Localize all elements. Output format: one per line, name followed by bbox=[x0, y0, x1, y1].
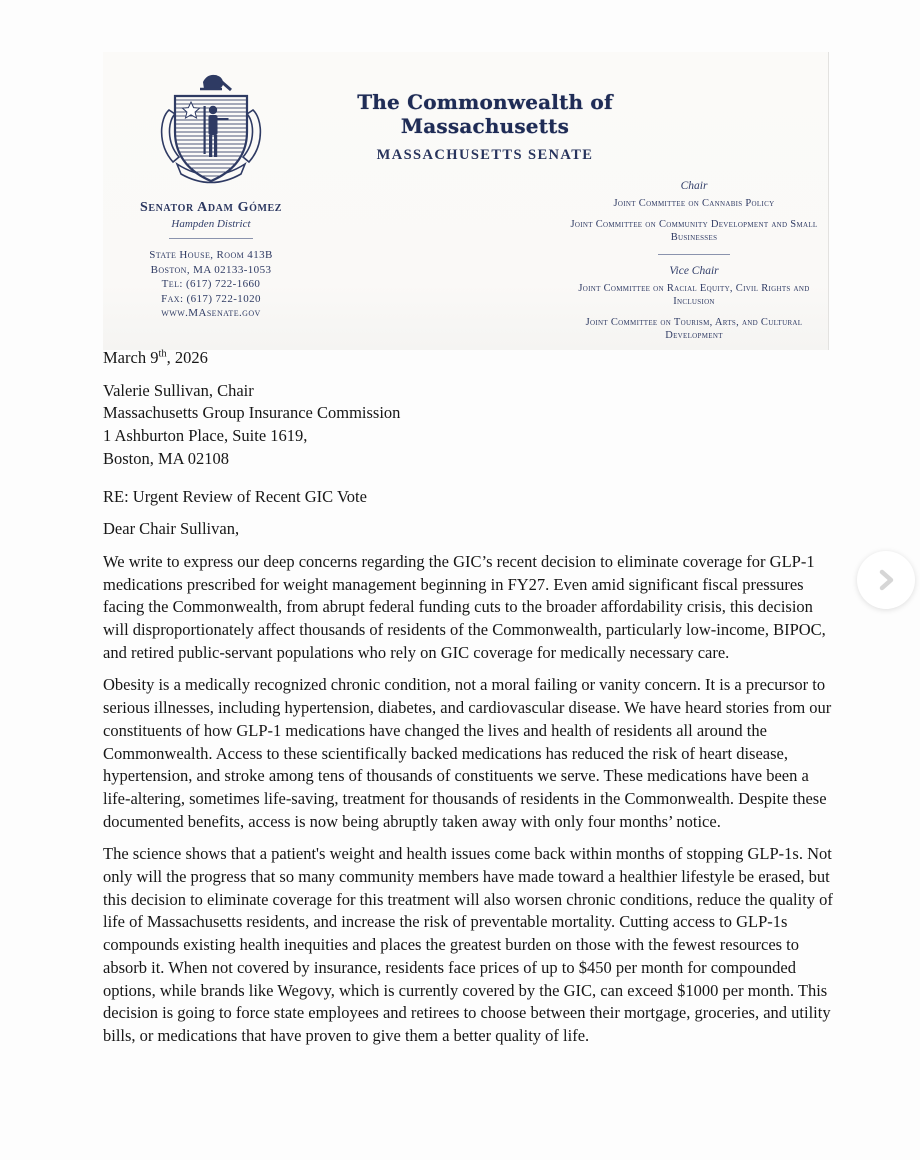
divider bbox=[658, 254, 730, 255]
letter-paragraph: Obesity is a medically recognized chronic condition, not a moral failing or vanity concern. It is a precursor to serious illnesses, including hypertension, diabetes, and cardiovascular disease. We have heard stories from our constituents of how GLP-1 medications have changed the lives and health of residents all around the Commonwealth. Access to these scientifically backed medications has reduced the risk of heart disease, hypertension, and stroke among tens of thousands of constituents we serve. These medications have been a life-altering, sometimes life-saving, treatment for thousands of residents in the Commonwealth. Despite these documented benefits, access is now being abruptly taken away with only four months’ notice. bbox=[103, 675, 832, 831]
subject-line: RE: Urgent Review of Recent GIC Vote bbox=[103, 486, 367, 506]
letter-paragraph: The science shows that a patient's weight and health issues come back within months of stopping GLP-1s. Not only will the progress that so many community members have made toward a healthier lifestyle be erased, but this decision to eliminate coverage for this treatment will also worsen chronic conditions, reduce the quality of life of Massachusetts residents, and increase the risk of preventable mortality. Cutting access to GLP-1s compounds existing health inequities and places the greatest burden on those with the fewest resources to absorb it. When not covered by insurance, residents face prices of up to $450 per month for compounded options, while brands like Wegovy, which is currently covered by the GIC, can exceed $1000 per month. This decision is going to force state employees and retirees to choose between their mortgage, groceries, and utility bills, or medications that have proven to give them a better quality of life. bbox=[103, 844, 833, 1045]
chair-heading: Chair bbox=[680, 180, 708, 192]
date-ordinal: th bbox=[158, 348, 167, 360]
divider bbox=[169, 238, 253, 239]
senator-address-line2: Boston, MA 02133-1053 bbox=[150, 263, 272, 276]
massachusetts-seal-icon bbox=[153, 66, 269, 192]
committees-block bbox=[555, 180, 833, 350]
senator-district: Hampden District bbox=[171, 218, 251, 230]
senator-fax: Fax: (617) 722-1020 bbox=[161, 292, 261, 305]
recipient-block bbox=[103, 380, 834, 471]
vice-chair-heading: Vice Chair bbox=[669, 264, 719, 277]
senator-tel: Tel: (617) 722-1660 bbox=[161, 278, 261, 290]
senator-website: www.MAsenate.gov bbox=[161, 307, 261, 319]
senate-subtitle: MASSACHUSETTS SENATE bbox=[376, 147, 594, 163]
recipient-line: Massachusetts Group Insurance Commission bbox=[103, 403, 401, 423]
recipient-line: Boston, MA 02108 bbox=[103, 448, 230, 468]
committee-item: Joint Committee on Racial Equity, Civil Rights and Inclusion bbox=[578, 282, 810, 307]
letterhead-title-block bbox=[317, 90, 653, 164]
salutation: Dear Chair Sullivan, bbox=[103, 519, 240, 539]
senator-address-line1: State House, Room 413B bbox=[149, 249, 273, 261]
commonwealth-title: The Commonwealth of Massachusetts bbox=[357, 90, 613, 138]
committee-item: Joint Committee on Cannabis Policy bbox=[613, 198, 775, 209]
committee-item: Joint Committee on Community Development and Small Businesses bbox=[570, 218, 818, 243]
senator-info-block bbox=[109, 62, 313, 321]
recipient-line: 1 Ashburton Place, Suite 1619, bbox=[103, 426, 308, 446]
letterhead bbox=[103, 52, 829, 350]
date-suffix: , 2026 bbox=[166, 348, 208, 367]
letter-date bbox=[103, 347, 834, 370]
date-prefix: March 9 bbox=[103, 348, 159, 367]
chevron-right-icon bbox=[871, 565, 901, 595]
committee-item: Joint Committee on Tourism, Arts, and Cultural Development bbox=[585, 316, 803, 341]
letter-paragraph: We write to express our deep concerns regarding the GIC’s recent decision to eliminate coverage for GLP-1 medications prescribed for weight management beginning in FY27. Even amid significant fiscal pressures facing the Commonwealth, from abrupt federal funding cuts to the broader affordability crisis, this decision will disproportionately affect thousands of residents of the Commonwealth, particularly low-income, BIPOC, and retired public-servant populations who rely on GIC coverage for medically necessary care. bbox=[103, 551, 826, 662]
letter-body bbox=[103, 347, 834, 1058]
senator-name: Senator Adam Gómez bbox=[139, 200, 283, 215]
recipient-line: Valerie Sullivan, Chair bbox=[103, 380, 254, 400]
next-page-button[interactable] bbox=[857, 551, 915, 609]
